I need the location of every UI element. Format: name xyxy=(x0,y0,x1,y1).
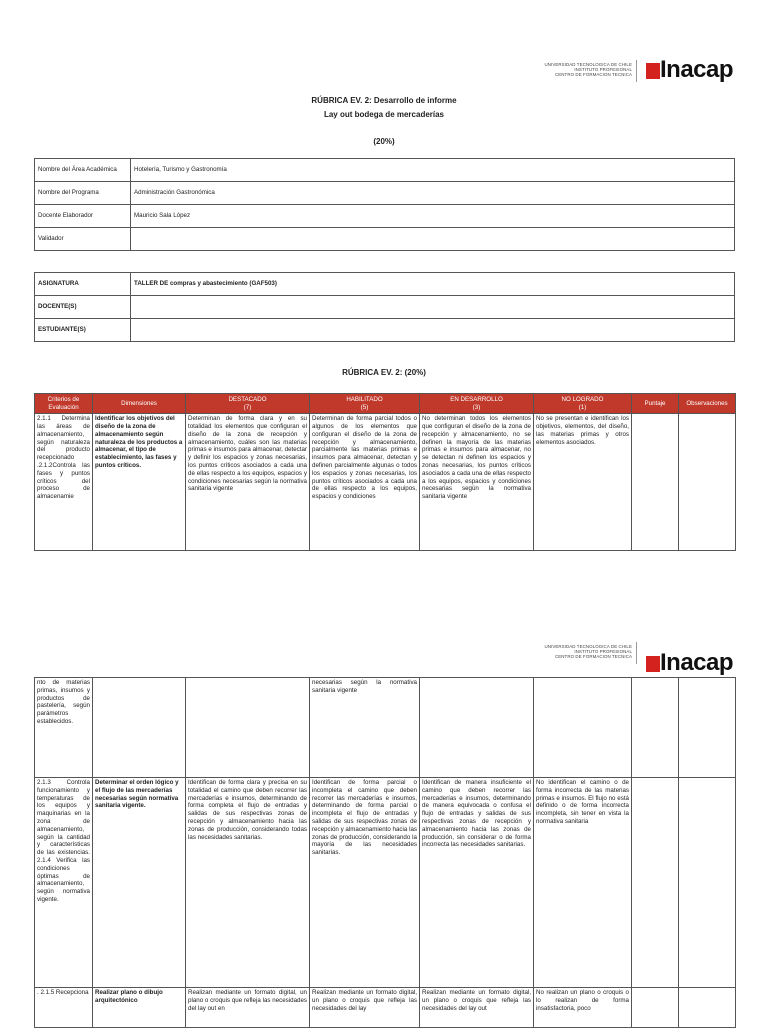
info-value: Hotelería, Turismo y Gastronomía xyxy=(131,159,735,182)
header-habilitado xyxy=(310,394,420,414)
cell-puntaje xyxy=(632,414,679,551)
header-no-logrado xyxy=(534,394,632,414)
cell-dimension xyxy=(93,678,186,778)
table-row xyxy=(35,205,735,228)
header-puntaje: Puntaje xyxy=(632,394,679,414)
university-line: INSTITUTO PROFESIONAL xyxy=(574,649,632,655)
table-row xyxy=(35,414,736,551)
header-habilitado-label: HABILITADO xyxy=(346,396,383,403)
cell-criterio: nto de materias primas, insumos y productos de pastelería, según parámetros establecidos. xyxy=(35,678,93,778)
table-row xyxy=(35,778,736,988)
cell-puntaje xyxy=(632,778,679,988)
cell-dimension: Identificar los objetivos del diseño de la zona de almacenamiento según naturaleza de los productos a almacenar, el tipo de establecimiento, las fases y puntos críticos. xyxy=(93,414,186,551)
info-table xyxy=(34,158,735,251)
cell-dimension: Realizar plano o dibujo arquitectónico xyxy=(93,988,186,1028)
info-label: Validador xyxy=(35,228,131,251)
course-value xyxy=(131,319,735,342)
header-observaciones: Observaciones xyxy=(679,394,736,414)
university-line: CENTRO DE FORMACION TECNICA xyxy=(554,72,632,78)
cell-no-logrado: No realizan un plano o croquis o lo realizan de forma insatisfactoria, poco xyxy=(534,988,632,1028)
rubric-title: RÚBRICA EV. 2: (20%) xyxy=(342,368,426,377)
header-en-desarrollo-label: EN DESARROLLO xyxy=(450,396,503,403)
cell-habilitado: Determinan de forma parcial todos o algunos de los elementos que configuran el diseño de la zona de recepción y almacenamiento, parcialmente las materias primas e insumos para almacenar, detectan y definen parcialmente algunas o todos los espacios y zonas necesarias, los puntos críticos asociados a cada una de ellas respecto a los equipos, espacios y condiciones xyxy=(310,414,420,551)
cell-en-desarrollo: Realizan mediante un formato digital, un plano o croquis que refleja las necesidades del lay out xyxy=(420,988,534,1028)
header-destacado xyxy=(186,394,310,414)
table-row xyxy=(35,273,735,296)
rubric-table xyxy=(34,393,736,551)
header-en-desarrollo xyxy=(420,394,534,414)
course-value xyxy=(131,296,735,319)
doc-percent: (20%) xyxy=(373,137,395,146)
info-value: Administración Gastronómica xyxy=(131,182,735,205)
header-criterios: Criterios de Evaluación xyxy=(35,394,93,414)
inacap-logo-icon xyxy=(646,656,660,672)
cell-destacado: Realizan mediante un formato digital, un plano o croquis que refleja las necesidades del lay out en xyxy=(186,988,310,1028)
table-row xyxy=(35,319,735,342)
info-value xyxy=(131,228,735,251)
cell-destacado: Determinan de forma clara y en su totalidad los elementos que configuran el diseño de la zona de recepción y almacenamiento, cuáles son las materias primas e insumos para almacenar, detectar y definir los espacios y zonas necesarias, los puntos críticos asociados a cada una de ellas respecto a los equipos, espacios y condiciones necesarias según la normativa sanitaria vigente xyxy=(186,414,310,551)
header-no-logrado-label: NO LOGRADO xyxy=(561,396,604,403)
rubric-table-continued xyxy=(34,677,736,1028)
cell-en-desarrollo: Identifican de manera insuficiente el camino que deben recorrer las mercaderías e insumos, determinando de manera equivocada o confusa el flujo de entradas y salidas de sus respectivas zonas de recepción y almacenamiento hacia las zonas de producción, sin considerar o de forma incorrecta las necesidades sanitarias. xyxy=(420,778,534,988)
logo-divider xyxy=(636,60,637,82)
course-label: ASIGNATURA xyxy=(35,273,131,296)
table-row xyxy=(35,228,735,251)
university-line: CENTRO DE FORMACION TECNICA xyxy=(554,654,632,660)
cell-criterio xyxy=(35,414,93,551)
logo-divider xyxy=(636,642,637,664)
info-label: Nombre del Programa xyxy=(35,182,131,205)
info-label: Docente Elaborador xyxy=(35,205,131,228)
cell-destacado xyxy=(186,678,310,778)
cell-habilitado: necesarias según la normativa sanitaria vigente xyxy=(310,678,420,778)
header-no-logrado-points: (1) xyxy=(578,403,587,411)
rubric-header-row xyxy=(35,394,736,414)
header-habilitado-points: (5) xyxy=(360,403,369,411)
doc-subtitle: Lay out bodega de mercaderías xyxy=(323,110,445,119)
header-destacado-points: (7) xyxy=(243,403,252,411)
cell-observaciones xyxy=(679,778,736,988)
cell-habilitado: Identifican de forma parcial o incompleta el camino que deben recorrer las mercaderías e insumos, determinando de forma parcial o incompleta el flujo de entradas y salidas de sus respectivas zonas de recepción y almacenamiento hacia las zonas de producción, considerando la mayoría de las necesidades sanitarias. xyxy=(310,778,420,988)
table-row xyxy=(35,988,736,1028)
university-text xyxy=(472,644,632,660)
cell-destacado: Identifican de forma clara y precisa en su totalidad el camino que deben recorrer las mercaderías e insumos, determinando de forma completa el flujo de entradas y salidas de sus respectivas zonas de recepción y almacenamiento hacia las zonas de producción, considerando todas las necesidades sanitarias. xyxy=(186,778,310,988)
cell-en-desarrollo xyxy=(420,678,534,778)
criterio-text: 2.1.1 Determina las áreas de almacenamiento, según naturaleza del producto recepcionado .2.1.2Controla las fases y puntos críticos del proceso de almacenamie xyxy=(37,415,90,501)
info-value: Mauricio Sala López xyxy=(131,205,735,228)
doc-title: RÚBRICA EV. 2: Desarrollo de informe xyxy=(311,96,457,105)
cell-observaciones xyxy=(679,414,736,551)
brand-name: Inacap xyxy=(660,56,734,83)
inacap-logo-icon xyxy=(646,63,660,79)
cell-dimension: Determinar el orden lógico y el flujo de las mercaderías necesarias según normativa sanitaria vigente. xyxy=(93,778,186,988)
cell-puntaje xyxy=(632,678,679,778)
cell-puntaje xyxy=(632,988,679,1028)
cell-criterio: 2.1.3 Controla funcionamiento y temperaturas de los equipos y maquinarias en la zona de almacenamiento, según la cantidad y características de las existencias. 2.1.4 Verifica las condiciones óptimas de almacenamiento, según normativa vigente. xyxy=(35,778,93,988)
table-row xyxy=(35,296,735,319)
course-label: DOCENTE(S) xyxy=(35,296,131,319)
course-label: ESTUDIANTE(S) xyxy=(35,319,131,342)
cell-criterio: . 2.1.5 Recepciona xyxy=(35,988,93,1028)
university-text xyxy=(472,62,632,78)
table-row xyxy=(35,678,736,778)
university-line: UNIVERSIDAD TECNOLOGICA DE CHILE xyxy=(544,62,632,67)
cell-no-logrado xyxy=(534,678,632,778)
course-table xyxy=(34,272,735,342)
header-dimensiones: Dimensiones xyxy=(93,394,186,414)
table-row xyxy=(35,159,735,182)
cell-no-logrado: No se presentan e identifican los objetivos, elementos, del diseño, las materias primas y otros elementos asociados. xyxy=(534,414,632,551)
cell-no-logrado: No identifican el camino o de forma incorrecta de las materias primas e insumos. El flujo no está definido o de forma incorrecta incompleta, sin tener en vista la normativa sanitaria xyxy=(534,778,632,988)
cell-observaciones xyxy=(679,678,736,778)
university-line: INSTITUTO PROFESIONAL xyxy=(574,67,632,73)
info-label: Nombre del Área Académica xyxy=(35,159,131,182)
university-line: UNIVERSIDAD TECNOLOGICA DE CHILE xyxy=(544,644,632,649)
cell-habilitado: Realizan mediante un formato digital, un plano o croquis que refleja las necesidades del lay xyxy=(310,988,420,1028)
table-row xyxy=(35,182,735,205)
header-en-desarrollo-points: (3) xyxy=(472,403,481,411)
brand-name: Inacap xyxy=(660,649,734,676)
header-destacado-label: DESTACADO xyxy=(228,396,267,403)
cell-observaciones xyxy=(679,988,736,1028)
cell-en-desarrollo: No determinan todos los elementos que configuran el diseño de la zona de recepción y almacenamiento, no se definen la mayoría de las materias primas e insumos para almacenar, no se detectan ni definen los espacios y zonas necesarias, los puntos críticos asociados a cada una de ellas respecto a los equipos, espacios y condiciones necesarias según la normativa sanitaria vigente xyxy=(420,414,534,551)
course-value: TALLER DE compras y abastecimiento (GAF503) xyxy=(131,273,735,296)
